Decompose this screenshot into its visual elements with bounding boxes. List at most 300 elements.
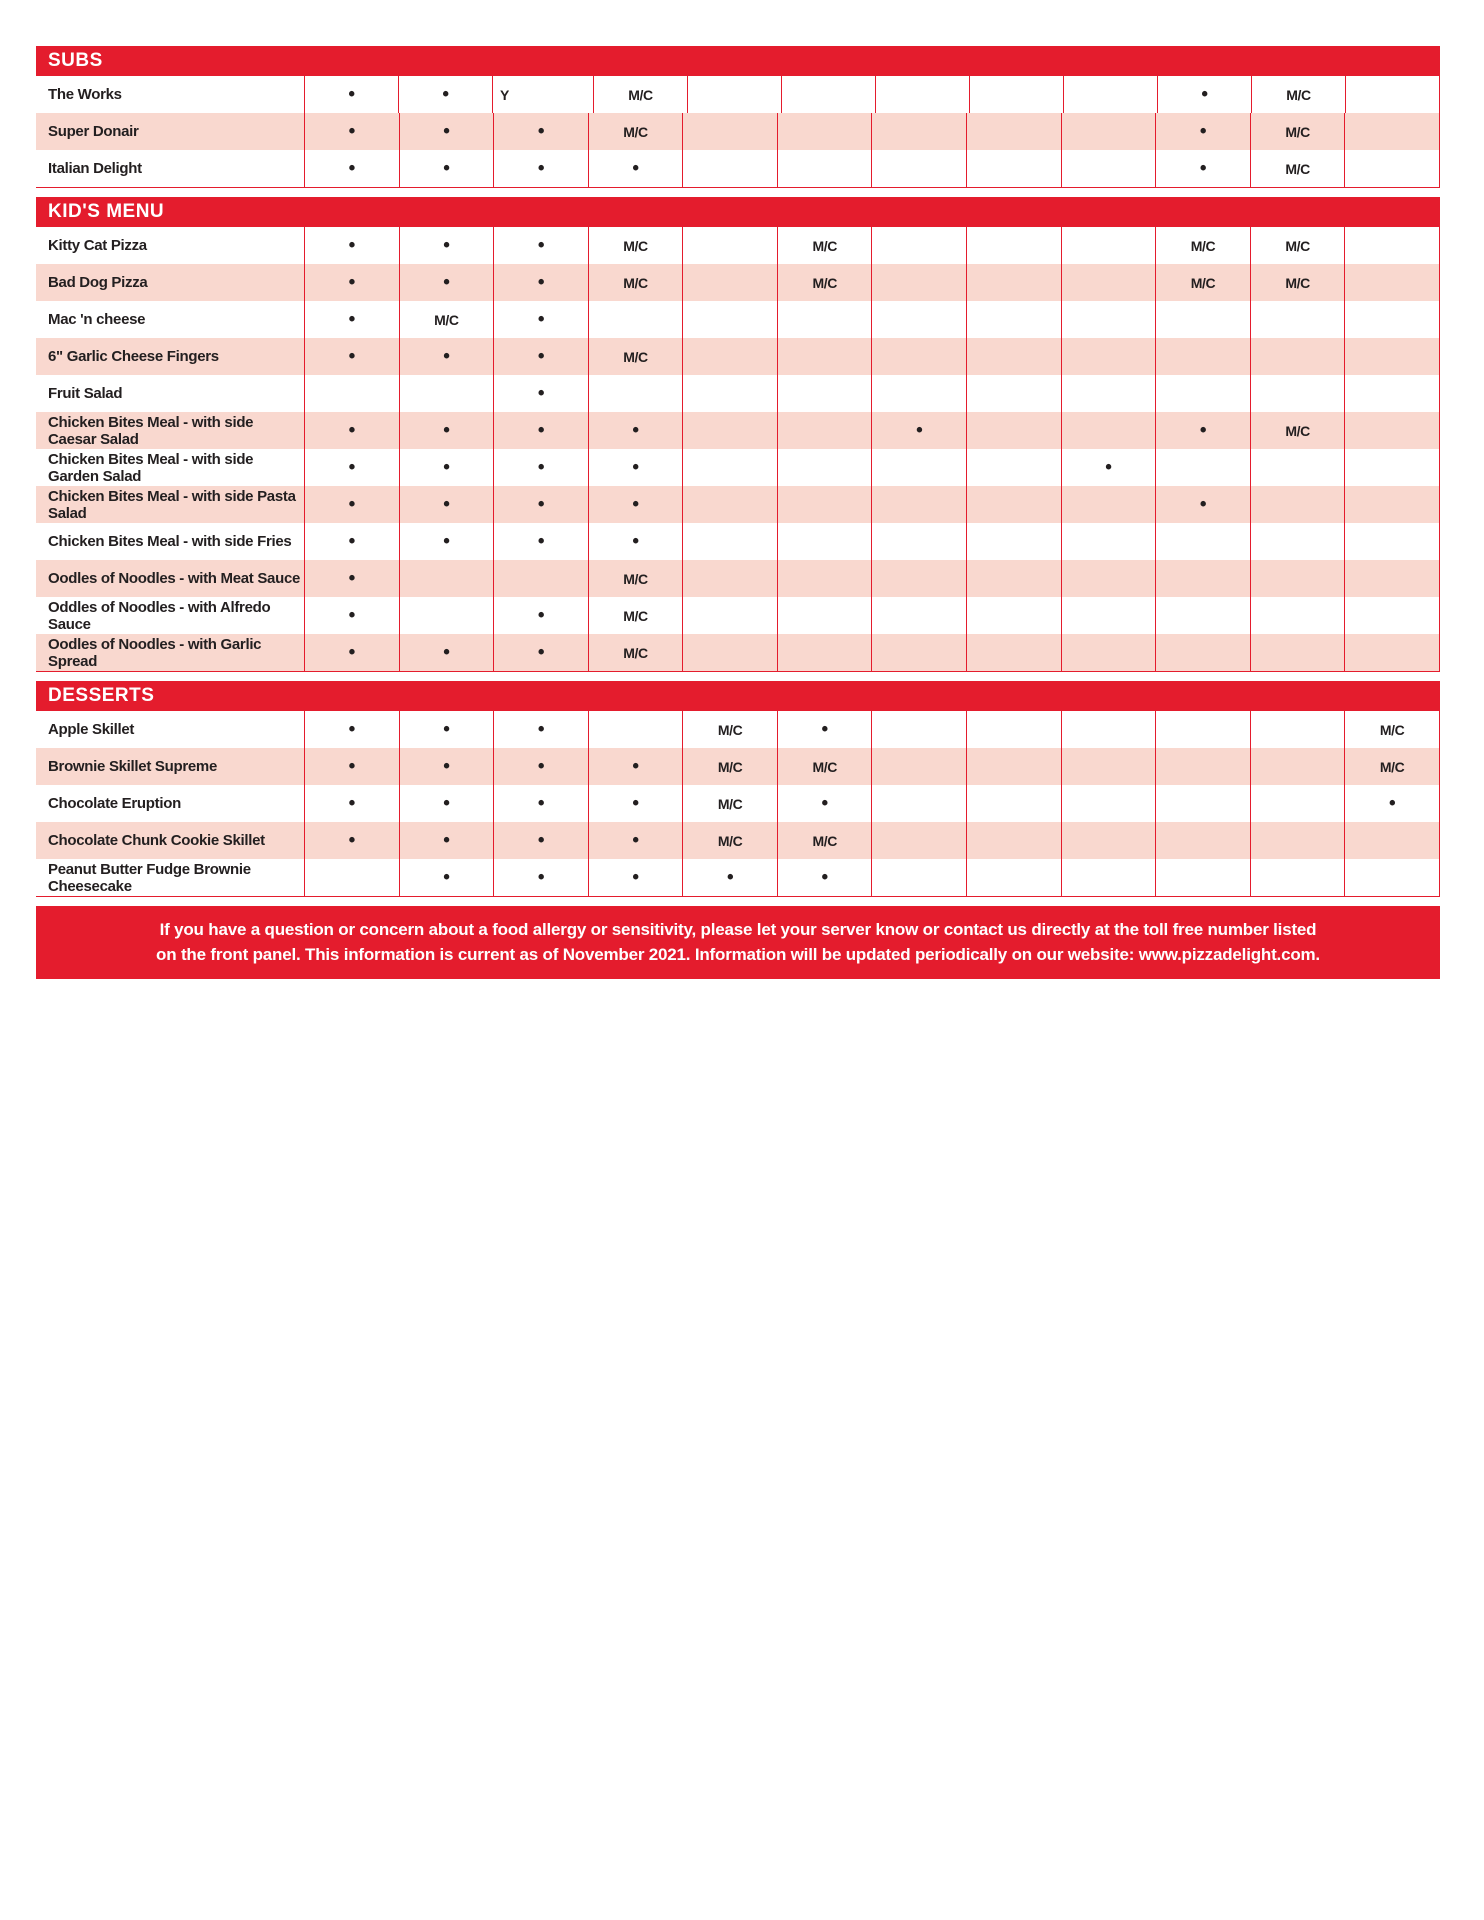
- allergen-cell: [493, 338, 588, 375]
- allergen-cell: [304, 523, 399, 560]
- allergen-cell: [588, 338, 683, 375]
- allergen-cell: [777, 449, 872, 486]
- allergen-cell: [588, 785, 683, 822]
- allergen-cell: [399, 264, 494, 301]
- allergen-cell: [1061, 264, 1156, 301]
- allergen-cell: [493, 227, 588, 264]
- allergen-maycontain-marker: M/C: [623, 644, 648, 661]
- allergen-cell: [1250, 634, 1345, 671]
- allergen-dot-marker: •: [821, 793, 828, 814]
- allergen-cell: [1061, 375, 1156, 412]
- allergen-cell: [777, 822, 872, 859]
- allergen-cell: [1155, 634, 1250, 671]
- allergen-dot-marker: •: [537, 272, 545, 293]
- allergen-cell: [304, 711, 399, 748]
- allergen-cell: [1061, 748, 1156, 785]
- allergen-cell: [304, 560, 399, 597]
- allergen-cell: [1061, 449, 1156, 486]
- allergen-cell: [493, 375, 588, 412]
- allergen-dot-marker: •: [443, 346, 450, 367]
- allergen-cell: [588, 449, 683, 486]
- allergen-cell: [871, 338, 966, 375]
- allergen-dot-marker: •: [821, 867, 828, 888]
- allergen-cell: [1250, 412, 1345, 449]
- allergen-dot-marker: •: [537, 531, 545, 552]
- allergen-cell: [966, 597, 1061, 634]
- allergen-dot-marker: •: [348, 420, 355, 441]
- allergen-cell: [493, 150, 588, 187]
- allergen-cell: [399, 150, 494, 187]
- allergen-cell: [777, 338, 872, 375]
- allergen-cell: [1344, 597, 1440, 634]
- allergen-cell: [871, 634, 966, 671]
- allergen-cell: [1250, 597, 1345, 634]
- section-desserts: [36, 681, 1440, 897]
- allergen-maycontain-marker: M/C: [1190, 274, 1216, 291]
- allergen-cell: [966, 711, 1061, 748]
- allergen-dot-marker: •: [1199, 420, 1207, 441]
- allergen-cell: [304, 338, 399, 375]
- allergen-cell: [871, 859, 966, 896]
- allergen-dot-marker: •: [443, 642, 450, 663]
- allergen-dot-marker: •: [537, 756, 545, 777]
- allergen-dot-marker: •: [537, 642, 545, 663]
- allergen-cell: [966, 634, 1061, 671]
- allergen-cell: [871, 227, 966, 264]
- menu-item-name: Chicken Bites Meal - with side Caesar Salad: [48, 413, 254, 448]
- allergen-dot-marker: •: [348, 457, 355, 478]
- allergen-cell: [687, 76, 781, 113]
- allergen-cell: [399, 113, 494, 150]
- allergen-cell: [304, 634, 399, 671]
- allergen-dot-marker: •: [443, 457, 450, 478]
- allergen-cell: [588, 634, 683, 671]
- allergen-cell: [1250, 227, 1345, 264]
- allergen-cell: [304, 748, 399, 785]
- allergen-cell: [304, 822, 399, 859]
- disclaimer-line-1: If you have a question or concern about a food allergy or sensitivity, please let your server know or contact us directly at the toll free number listed: [159, 919, 1317, 939]
- menu-item-name: Mac 'n cheese: [48, 311, 146, 328]
- allergen-cell: [1155, 486, 1250, 523]
- allergen-dot-marker: •: [916, 420, 923, 441]
- allergen-maycontain-marker: M/C: [1190, 237, 1216, 254]
- allergen-table: [36, 46, 1440, 979]
- allergen-dot-marker: •: [443, 830, 450, 851]
- allergen-cell: [588, 150, 683, 187]
- allergen-dot-marker: •: [348, 309, 355, 330]
- allergen-dot-marker: •: [443, 531, 450, 552]
- allergen-dot-marker: •: [1199, 494, 1207, 515]
- menu-item-name: Brownie Skillet Supreme: [48, 758, 217, 775]
- table-row: [36, 76, 1440, 113]
- allergen-maycontain-marker: M/C: [1285, 422, 1310, 439]
- allergen-cell: [304, 597, 399, 634]
- section-grid-subs: [36, 76, 1440, 188]
- allergen-cell: [399, 301, 494, 338]
- allergen-cell: [871, 748, 966, 785]
- allergen-maycontain-marker: M/C: [812, 832, 837, 849]
- allergen-cell: [1061, 560, 1156, 597]
- table-row: [36, 523, 1440, 560]
- allergen-dot-marker: •: [632, 830, 639, 851]
- allergen-cell: [1250, 785, 1345, 822]
- allergen-dot-marker: •: [348, 568, 355, 589]
- allergen-cell: [1344, 711, 1440, 748]
- allergen-maycontain-marker: M/C: [717, 795, 743, 812]
- table-row: [36, 412, 1440, 449]
- menu-item-name: Peanut Butter Fudge Brownie Cheesecake: [48, 860, 251, 895]
- allergen-cell: [304, 412, 399, 449]
- allergen-dot-marker: •: [348, 756, 355, 777]
- allergen-maycontain-marker: M/C: [1285, 274, 1310, 291]
- allergen-cell: [304, 859, 399, 896]
- allergen-cell: [493, 748, 588, 785]
- allergen-cell: [1250, 560, 1345, 597]
- allergen-dot-marker: •: [1105, 457, 1112, 478]
- allergen-cell: [1344, 486, 1440, 523]
- allergen-cell: [1061, 150, 1156, 187]
- allergen-cell: [966, 301, 1061, 338]
- section-header-kid-s-menu: KID'S MENU: [36, 197, 1440, 227]
- allergen-maycontain-marker: M/C: [623, 607, 648, 624]
- allergy-disclaimer: [36, 906, 1440, 979]
- allergen-dot-marker: •: [537, 867, 545, 888]
- allergen-cell: [1061, 113, 1156, 150]
- allergen-cell: [682, 523, 777, 560]
- table-row: [36, 375, 1440, 412]
- table-row: [36, 597, 1440, 634]
- allergen-maycontain-marker: M/C: [434, 311, 459, 328]
- allergen-cell: [1155, 597, 1250, 634]
- menu-item-name: Oddles of Noodles - with Alfredo Sauce: [48, 598, 271, 633]
- table-row: [36, 150, 1440, 187]
- allergen-cell: [399, 486, 494, 523]
- allergen-cell: [1250, 486, 1345, 523]
- allergen-cell: [588, 301, 683, 338]
- allergen-cell: [588, 523, 683, 560]
- allergen-cell: [966, 113, 1061, 150]
- allergen-cell: [682, 748, 777, 785]
- allergen-maycontain-marker: M/C: [623, 570, 648, 587]
- allergen-cell: [304, 150, 399, 187]
- allergen-cell: [304, 76, 398, 113]
- allergen-cell: [682, 150, 777, 187]
- allergen-cell: [1061, 597, 1156, 634]
- allergen-cell: [871, 597, 966, 634]
- allergen-cell: [588, 597, 683, 634]
- allergen-cell: [1155, 375, 1250, 412]
- allergen-cell: [1155, 859, 1250, 896]
- allergen-cell: [1344, 113, 1440, 150]
- allergen-maycontain-marker: M/C: [812, 758, 837, 775]
- table-row: [36, 486, 1440, 523]
- allergen-cell: [1250, 113, 1345, 150]
- allergen-cell: [682, 338, 777, 375]
- allergen-dot-marker: •: [348, 494, 355, 515]
- allergen-cell: [399, 597, 494, 634]
- allergen-dot-marker: •: [632, 494, 639, 515]
- section-kid-s-menu: [36, 197, 1440, 672]
- allergen-cell: [1344, 859, 1440, 896]
- allergen-cell: [1344, 338, 1440, 375]
- allergen-cell: [492, 76, 593, 113]
- disclaimer-line-2: on the front panel. This information is current as of November 2021. Information will be updated periodically on our website: www.pizzadelight.com.: [156, 944, 1320, 964]
- allergen-cell: [493, 822, 588, 859]
- allergen-dot-marker: •: [443, 121, 450, 142]
- allergen-cell: [493, 785, 588, 822]
- allergen-cell: [588, 822, 683, 859]
- allergen-cell: [1250, 449, 1345, 486]
- section-header-desserts: DESSERTS: [36, 681, 1440, 711]
- allergen-cell: [1155, 748, 1250, 785]
- allergen-dot-marker: •: [632, 793, 639, 814]
- allergen-cell: [966, 449, 1061, 486]
- section-header-subs: SUBS: [36, 46, 1440, 76]
- allergen-cell: [493, 486, 588, 523]
- allergen-dot-marker: •: [726, 867, 734, 888]
- allergen-maycontain-marker: M/C: [623, 274, 648, 291]
- allergen-cell: [1344, 264, 1440, 301]
- allergen-cell: [399, 375, 494, 412]
- allergen-cell: [1250, 822, 1345, 859]
- allergen-cell: [588, 375, 683, 412]
- allergen-dot-marker: •: [348, 235, 355, 256]
- allergen-cell: [1155, 301, 1250, 338]
- allergen-cell: [1155, 264, 1250, 301]
- allergen-cell: [399, 634, 494, 671]
- allergen-yes-marker: Y: [500, 86, 509, 103]
- allergen-maycontain-marker: M/C: [1286, 86, 1311, 103]
- allergen-cell: [682, 634, 777, 671]
- allergen-cell: [966, 560, 1061, 597]
- allergen-cell: [1157, 76, 1251, 113]
- allergen-cell: [966, 748, 1061, 785]
- allergen-cell: [1061, 785, 1156, 822]
- allergen-cell: [682, 560, 777, 597]
- menu-item-name: Oodles of Noodles - with Garlic Spread: [48, 635, 262, 670]
- allergen-cell: [1061, 412, 1156, 449]
- allergen-dot-marker: •: [443, 793, 450, 814]
- menu-item-name: Kitty Cat Pizza: [48, 237, 147, 254]
- allergen-cell: [493, 449, 588, 486]
- allergen-dot-marker: •: [348, 272, 355, 293]
- allergen-cell: [871, 301, 966, 338]
- allergen-dot-marker: •: [632, 756, 639, 777]
- allergen-dot-marker: •: [632, 420, 639, 441]
- allergen-cell: [399, 560, 494, 597]
- allergen-cell: [1344, 301, 1440, 338]
- allergen-dot-marker: •: [443, 867, 450, 888]
- allergen-cell: [871, 264, 966, 301]
- allergen-cell: [682, 412, 777, 449]
- menu-item-name: The Works: [48, 86, 122, 103]
- menu-item-name: Chocolate Eruption: [48, 795, 181, 812]
- allergen-cell: [871, 785, 966, 822]
- allergen-dot-marker: •: [537, 346, 545, 367]
- allergen-cell: [682, 375, 777, 412]
- allergen-cell: [871, 560, 966, 597]
- allergen-cell: [1061, 859, 1156, 896]
- allergen-dot-marker: •: [537, 121, 545, 142]
- allergen-cell: [682, 822, 777, 859]
- allergen-maycontain-marker: M/C: [812, 274, 837, 291]
- allergen-cell: [493, 560, 588, 597]
- allergen-cell: [399, 227, 494, 264]
- allergen-cell: [871, 150, 966, 187]
- allergen-cell: [1155, 711, 1250, 748]
- allergen-cell: [1155, 227, 1250, 264]
- table-row: [36, 634, 1440, 671]
- allergen-cell: [777, 711, 872, 748]
- allergen-cell: [304, 113, 399, 150]
- allergen-dot-marker: •: [632, 867, 639, 888]
- allergen-cell: [871, 412, 966, 449]
- allergen-cell: [399, 523, 494, 560]
- allergen-cell: [682, 859, 777, 896]
- allergen-dot-marker: •: [443, 420, 450, 441]
- allergen-cell: [493, 634, 588, 671]
- allergen-dot-marker: •: [537, 719, 545, 740]
- allergen-cell: [777, 560, 872, 597]
- allergen-cell: [777, 264, 872, 301]
- allergen-cell: [588, 113, 683, 150]
- section-subs: [36, 46, 1440, 188]
- allergen-cell: [399, 338, 494, 375]
- allergen-cell: [777, 301, 872, 338]
- allergen-dot-marker: •: [1389, 793, 1396, 814]
- allergen-cell: [493, 597, 588, 634]
- allergen-cell: [399, 449, 494, 486]
- allergen-cell: [1250, 375, 1345, 412]
- allergen-cell: [969, 76, 1063, 113]
- allergen-cell: [966, 264, 1061, 301]
- allergen-cell: [1155, 150, 1250, 187]
- allergen-dot-marker: •: [443, 719, 450, 740]
- allergen-dot-marker: •: [537, 830, 545, 851]
- allergen-dot-marker: •: [348, 605, 355, 626]
- allergen-cell: [493, 264, 588, 301]
- allergen-cell: [1344, 785, 1440, 822]
- allergen-cell: [1250, 338, 1345, 375]
- allergen-cell: [966, 859, 1061, 896]
- menu-item-name: Fruit Salad: [48, 385, 123, 402]
- allergen-cell: [1344, 748, 1440, 785]
- allergen-dot-marker: •: [443, 158, 450, 179]
- allergen-cell: [1251, 76, 1345, 113]
- table-row: [36, 338, 1440, 375]
- allergen-cell: [777, 486, 872, 523]
- allergen-maycontain-marker: M/C: [717, 758, 743, 775]
- allergen-cell: [1344, 634, 1440, 671]
- allergen-cell: [1155, 560, 1250, 597]
- allergen-cell: [682, 301, 777, 338]
- allergen-maycontain-marker: M/C: [623, 237, 648, 254]
- allergen-cell: [682, 227, 777, 264]
- allergen-cell: [777, 748, 872, 785]
- allergen-cell: [1061, 338, 1156, 375]
- allergen-cell: [966, 375, 1061, 412]
- allergen-cell: [871, 375, 966, 412]
- allergen-cell: [1063, 76, 1157, 113]
- allergen-cell: [871, 822, 966, 859]
- allergen-cell: [304, 375, 399, 412]
- table-row: [36, 301, 1440, 338]
- allergen-dot-marker: •: [348, 121, 355, 142]
- allergen-cell: [1155, 785, 1250, 822]
- allergen-maycontain-marker: M/C: [717, 832, 743, 849]
- table-row: [36, 113, 1440, 150]
- allergen-dot-marker: •: [537, 457, 545, 478]
- allergen-cell: [682, 449, 777, 486]
- allergen-dot-marker: •: [348, 158, 355, 179]
- allergen-dot-marker: •: [348, 84, 355, 105]
- allergen-cell: [1344, 150, 1440, 187]
- section-grid-kid-s-menu: [36, 227, 1440, 672]
- allergen-cell: [493, 301, 588, 338]
- section-grid-desserts: [36, 711, 1440, 897]
- allergen-dot-marker: •: [537, 605, 545, 626]
- allergen-cell: [1155, 113, 1250, 150]
- allergen-cell: [777, 859, 872, 896]
- allergen-maycontain-marker: M/C: [628, 86, 653, 103]
- allergen-cell: [777, 113, 872, 150]
- allergen-cell: [1344, 560, 1440, 597]
- allergen-cell: [1155, 822, 1250, 859]
- allergen-cell: [493, 113, 588, 150]
- allergen-cell: [777, 375, 872, 412]
- allergen-cell: [588, 711, 683, 748]
- allergen-dot-marker: •: [537, 383, 545, 404]
- allergen-dot-marker: •: [632, 158, 639, 179]
- allergen-cell: [1061, 822, 1156, 859]
- menu-item-name: Chicken Bites Meal - with side Pasta Salad: [48, 487, 296, 522]
- table-row: [36, 748, 1440, 785]
- allergen-cell: [1250, 711, 1345, 748]
- allergen-maycontain-marker: M/C: [623, 123, 648, 140]
- allergen-cell: [966, 785, 1061, 822]
- allergen-dot-marker: •: [443, 756, 450, 777]
- allergen-dot-marker: •: [348, 642, 355, 663]
- allergen-dot-marker: •: [443, 235, 450, 256]
- allergen-cell: [1250, 523, 1345, 560]
- allergen-cell: [304, 486, 399, 523]
- table-row: [36, 711, 1440, 748]
- allergen-cell: [777, 412, 872, 449]
- menu-item-name: Oodles of Noodles - with Meat Sauce: [48, 570, 301, 587]
- allergen-cell: [1250, 264, 1345, 301]
- allergen-maycontain-marker: M/C: [717, 721, 743, 738]
- allergen-maycontain-marker: M/C: [812, 237, 837, 254]
- allergen-cell: [682, 264, 777, 301]
- allergen-dot-marker: •: [537, 158, 545, 179]
- allergen-cell: [682, 785, 777, 822]
- allergen-cell: [1155, 449, 1250, 486]
- allergen-cell: [304, 785, 399, 822]
- allergen-cell: [1061, 486, 1156, 523]
- allergen-cell: [871, 113, 966, 150]
- allergen-cell: [493, 412, 588, 449]
- allergen-cell: [1250, 748, 1345, 785]
- allergen-cell: [493, 523, 588, 560]
- allergen-cell: [682, 711, 777, 748]
- allergen-dot-marker: •: [443, 272, 450, 293]
- table-row: [36, 822, 1440, 859]
- menu-item-name: Italian Delight: [48, 160, 142, 177]
- allergen-cell: [777, 634, 872, 671]
- allergen-cell: [966, 338, 1061, 375]
- allergen-cell: [1155, 338, 1250, 375]
- allergen-dot-marker: •: [1199, 121, 1207, 142]
